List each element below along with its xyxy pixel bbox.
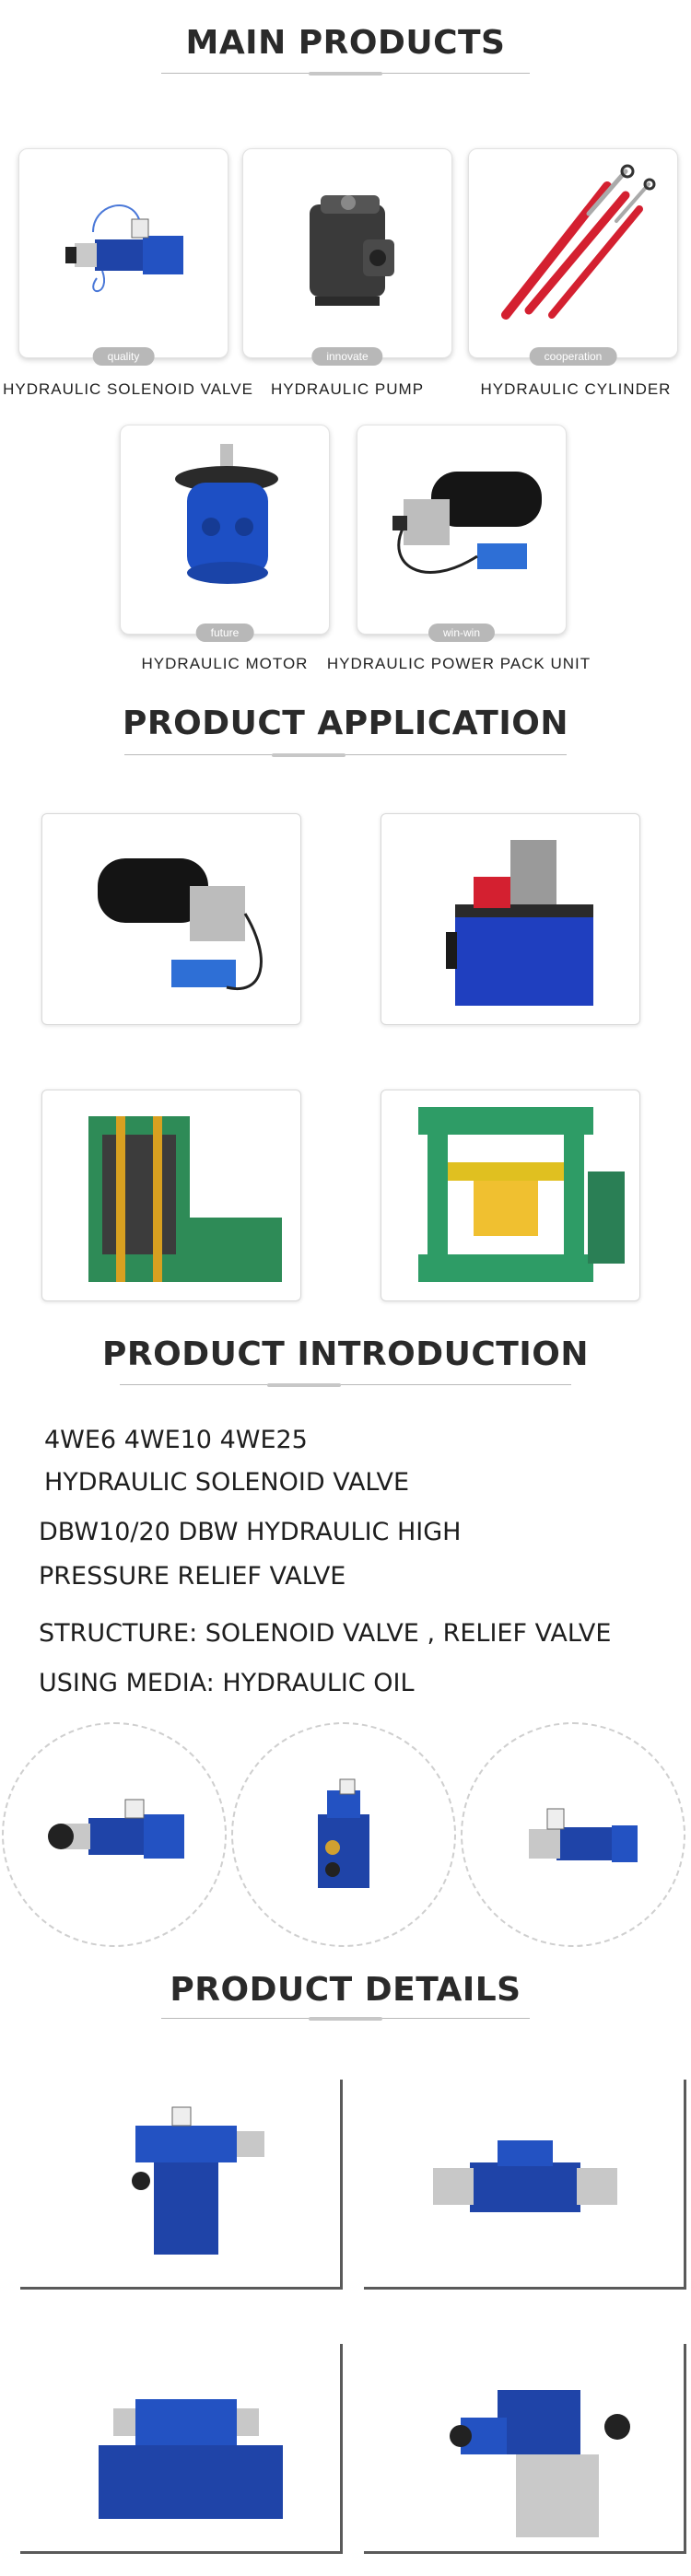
detail-image-2 bbox=[364, 2080, 686, 2290]
solenoid-valve-icon bbox=[492, 1763, 658, 1910]
intro-line-structure: STRUCTURE: SOLENOID VALVE , RELIEF VALVE bbox=[39, 1619, 612, 1648]
intro-line-media: USING MEDIA: HYDRAULIC OIL bbox=[39, 1669, 415, 1697]
product-introduction-title: PRODUCT INTRODUCTION bbox=[102, 1335, 589, 1373]
detail-image-1 bbox=[20, 2080, 343, 2290]
solenoid-valve-icon bbox=[33, 1763, 199, 1910]
application-image-hydraulic-station bbox=[381, 813, 640, 1025]
main-products-divider bbox=[161, 70, 530, 77]
pilot-valve-detail-icon bbox=[53, 2353, 310, 2545]
intro-line-models: 4WE6 4WE10 4WE25 bbox=[44, 1426, 308, 1454]
intro-line-valve: HYDRAULIC SOLENOID VALVE bbox=[44, 1468, 410, 1497]
product-caption: HYDRAULIC POWER PACK UNIT bbox=[326, 655, 591, 672]
detail-image-4 bbox=[364, 2344, 686, 2554]
hydraulic-cylinder-icon bbox=[478, 158, 670, 339]
press-machine-icon bbox=[391, 1098, 632, 1293]
hydraulic-press-icon bbox=[52, 1098, 293, 1293]
hydraulic-station-icon bbox=[391, 822, 632, 1017]
application-image-press-machine bbox=[381, 1090, 640, 1301]
product-details-divider bbox=[161, 2015, 530, 2022]
intro-circle-valve-1 bbox=[2, 1722, 227, 1947]
product-card-motor[interactable] bbox=[120, 425, 330, 639]
product-caption: HYDRAULIC PUMP bbox=[270, 380, 425, 398]
manifold-valve-detail-icon bbox=[396, 2353, 654, 2545]
product-tag: cooperation bbox=[530, 347, 617, 366]
intro-line-dbw: DBW10/20 DBW HYDRAULIC HIGH bbox=[39, 1518, 462, 1546]
product-caption: HYDRAULIC CYLINDER bbox=[480, 380, 672, 398]
product-application-divider bbox=[124, 752, 567, 759]
product-caption: HYDRAULIC MOTOR bbox=[141, 655, 309, 672]
intro-circle-valve-2 bbox=[231, 1722, 456, 1947]
product-card-cylinder[interactable] bbox=[468, 148, 678, 363]
application-image-power-pack bbox=[41, 813, 301, 1025]
product-details-title: PRODUCT DETAILS bbox=[170, 1971, 521, 2009]
application-image-hydraulic-press bbox=[41, 1090, 301, 1301]
product-card-power-pack[interactable] bbox=[357, 425, 567, 639]
relief-valve-icon bbox=[263, 1763, 428, 1910]
relief-valve-detail-icon bbox=[53, 2089, 310, 2280]
product-application-title: PRODUCT APPLICATION bbox=[123, 705, 568, 742]
product-tag: win-win bbox=[428, 624, 495, 642]
product-caption: HYDRAULIC SOLENOID VALVE bbox=[3, 380, 253, 398]
orbital-motor-icon bbox=[130, 435, 322, 615]
intro-line-relief: PRESSURE RELIEF VALVE bbox=[39, 1562, 346, 1591]
product-card-solenoid-valve[interactable] bbox=[18, 148, 228, 363]
intro-circle-valve-3 bbox=[461, 1722, 685, 1947]
product-tag: future bbox=[196, 624, 254, 642]
solenoid-valve-icon bbox=[29, 158, 220, 339]
main-products-title: MAIN PRODUCTS bbox=[185, 24, 506, 62]
product-tag: innovate bbox=[311, 347, 382, 366]
directional-valve-detail-icon bbox=[396, 2089, 654, 2280]
product-introduction-divider bbox=[120, 1381, 571, 1389]
gear-pump-icon bbox=[252, 158, 444, 339]
power-pack-icon bbox=[367, 435, 558, 615]
product-tag: quality bbox=[93, 347, 155, 366]
detail-image-3 bbox=[20, 2344, 343, 2554]
power-pack-unit-icon bbox=[52, 822, 293, 1017]
product-card-pump[interactable] bbox=[242, 148, 452, 363]
